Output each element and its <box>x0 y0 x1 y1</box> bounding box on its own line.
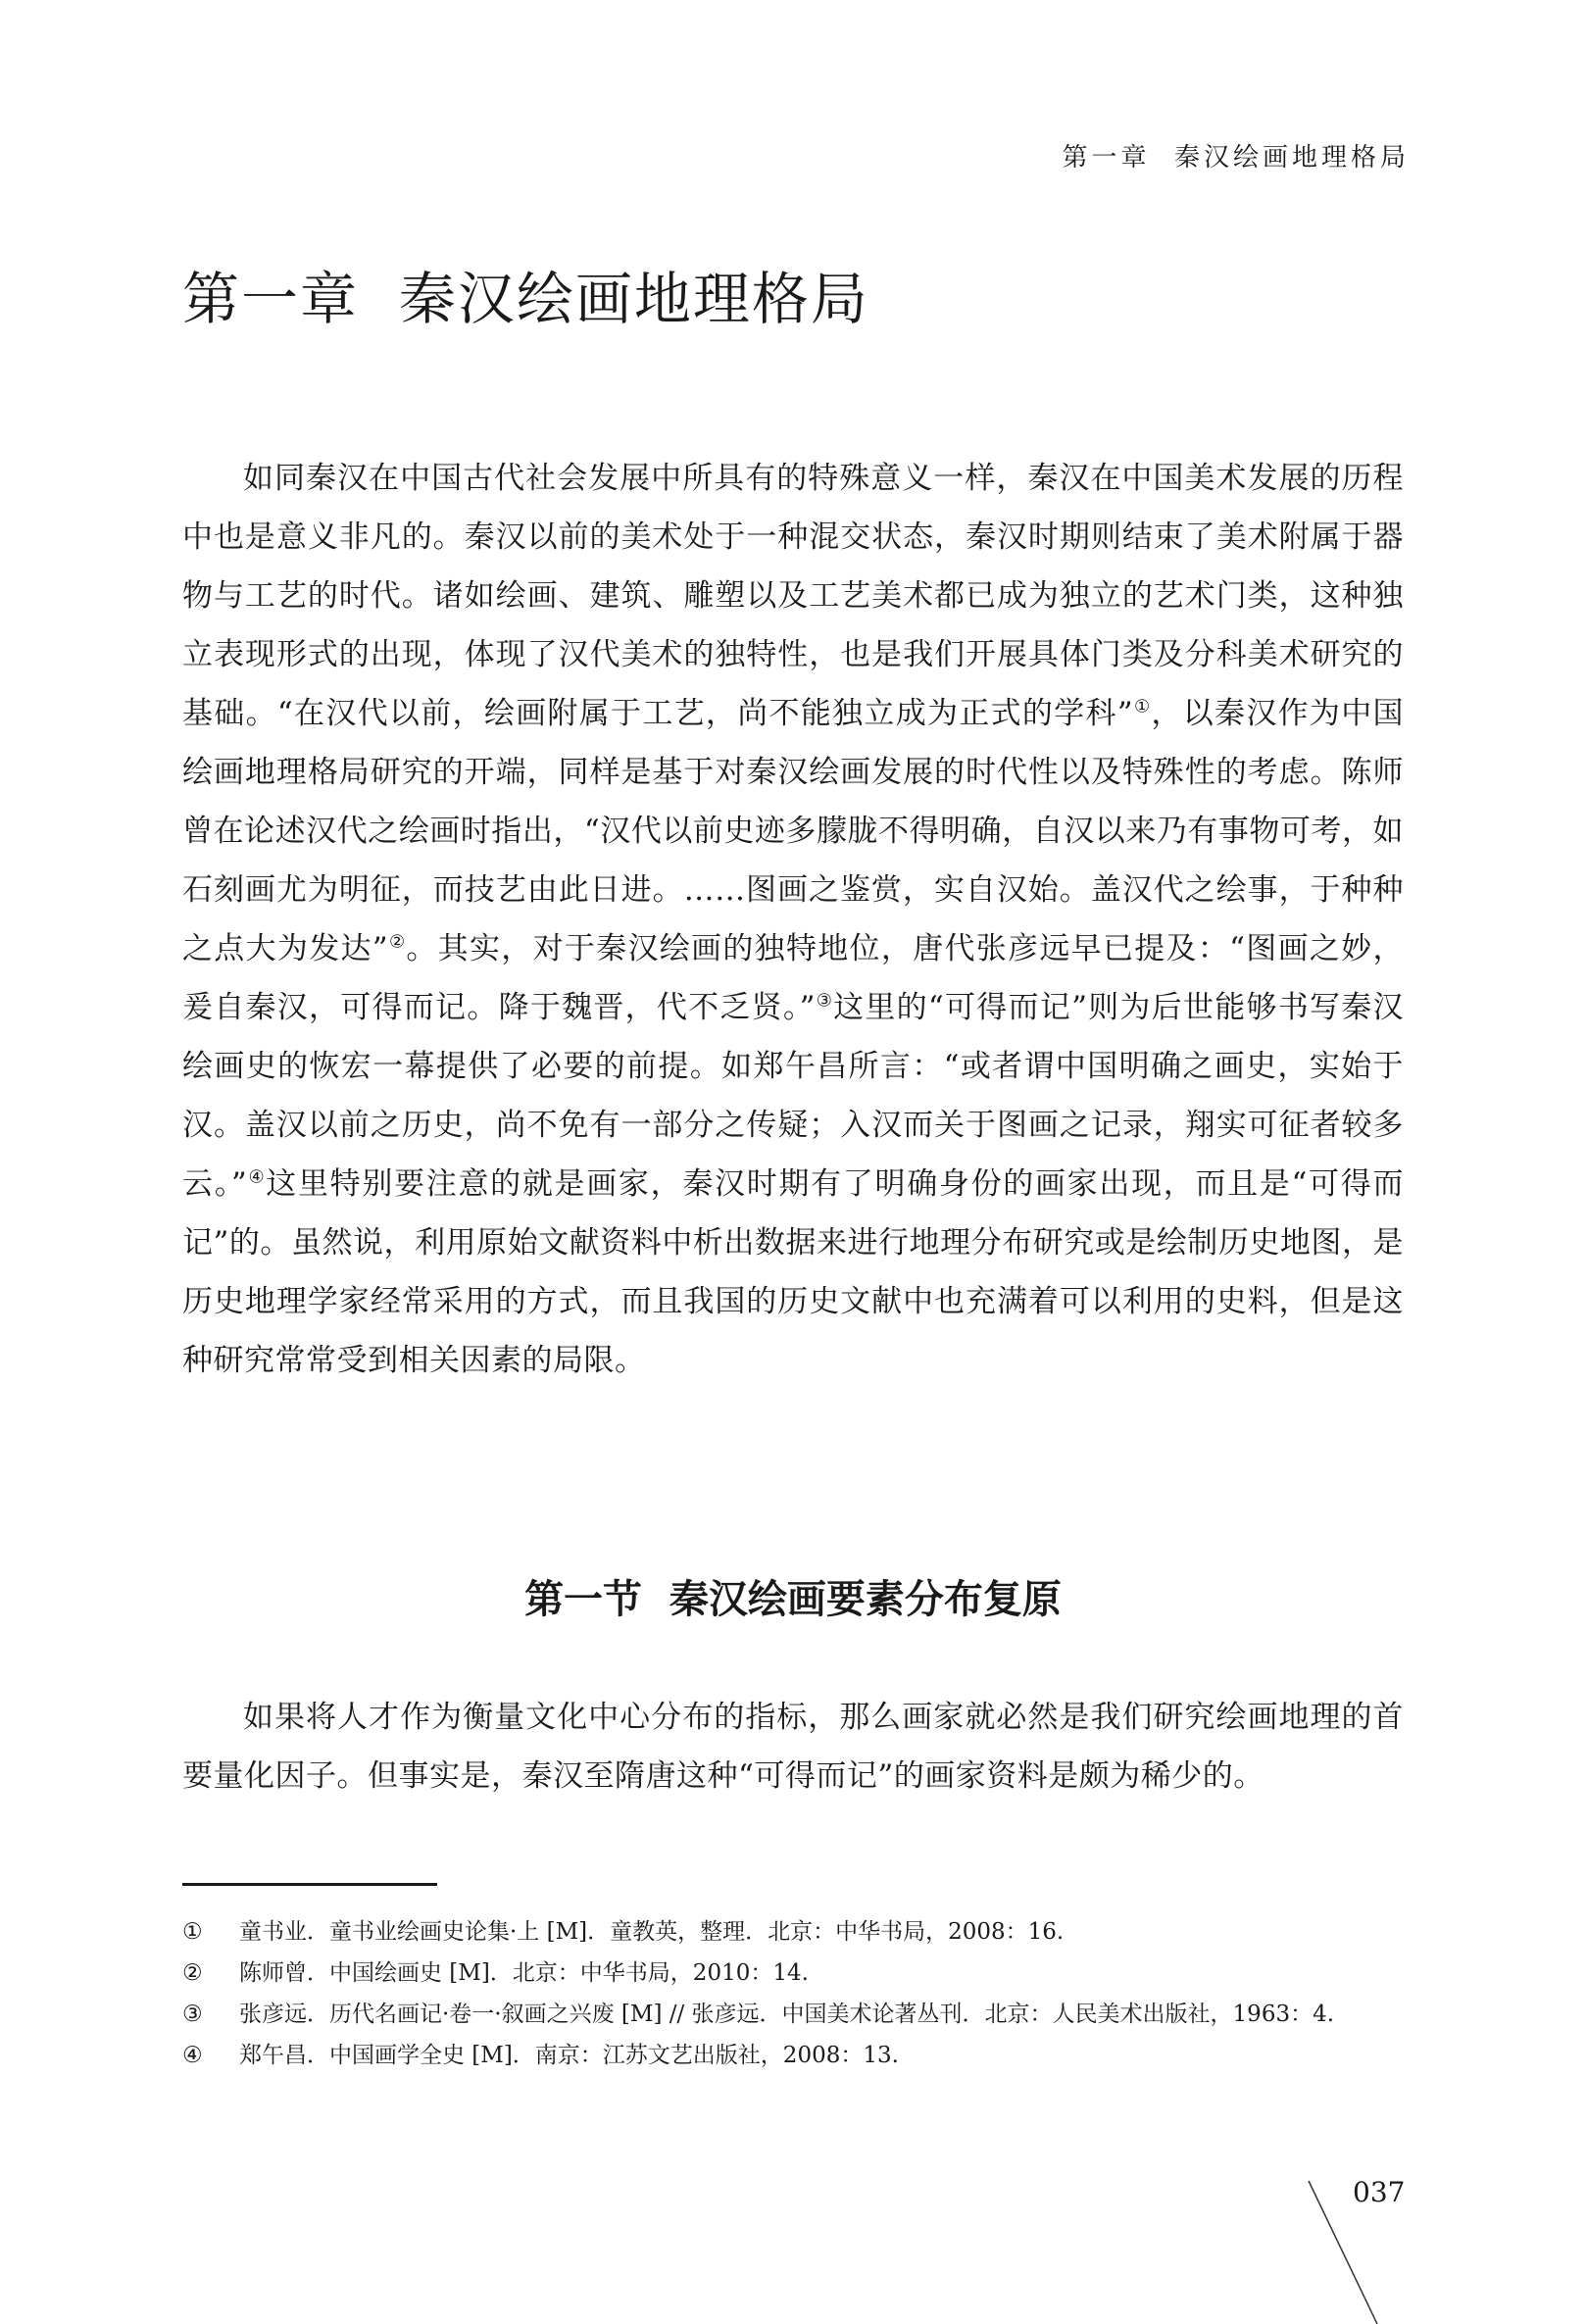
section-title: 第一节 秦汉绘画要素分布复原 <box>524 1576 1062 1622</box>
chapter-title: 第一章 秦汉绘画地理格局 <box>182 266 869 332</box>
paragraph-text: 如同秦汉在中国古代社会发展中所具有的特殊意义一样，秦汉在中国美术发展的历程中也是意义非凡的。秦汉以前的美术处于一种混交状态，秦汉时期则结束了美术附属于器物与工艺的时代。诸如绘画、建筑、雕塑以及工艺美术都已成为独立的艺术门类，这种独立表现形式的出现，体现了汉代美术的独特性，也是我们开展具体门类及分科美术研究的基础。“在汉代以前，绘画附属于工艺，尚不能独立成为正式的学科” <box>182 461 1404 731</box>
footnote-ref-1[interactable]: ① <box>1133 696 1152 717</box>
paragraph-text: 这里特别要注意的就是画家，秦汉时期有了明确身份的画家出现，而且是“可得而记”的。虽然说，利用原始文献资料中析出数据来进行地理分布研究或是绘制历史地图，是历史地理学家经常采用的方式，而且我国的历史文献中也充满着可以利用的史料，但是这种研究常常受到相关因素的局限。 <box>182 1166 1404 1378</box>
footnote-mark: ③ <box>182 2002 203 2027</box>
footnote-mark: ① <box>182 1919 203 1945</box>
footnote-text: 郑午昌．中国画学全史 [M]．南京：江苏文艺出版社，2008：13. <box>239 2043 899 2068</box>
paragraph-text: 。其实，对于秦汉绘画的独特地位，唐代张彦远早已提及：“图画之妙，爰自秦汉，可得而记。降于魏晋，代不乏贤。” <box>182 931 1404 1025</box>
body-paragraph-2: 如果将人才作为衡量文化中心分布的指标，那么画家就必然是我们研究绘画地理的首要量化因子。但事实是，秦汉至隋唐这种“可得而记”的画家资料是颇为稀少的。 <box>182 1700 1404 1794</box>
footnote-ref-4[interactable]: ④ <box>247 1166 267 1188</box>
footnote-ref-3[interactable]: ③ <box>816 990 834 1012</box>
footnote-ref-2[interactable]: ② <box>388 931 407 953</box>
footnote-mark: ② <box>182 1960 203 1986</box>
page-number: 037 <box>1353 2176 1406 2208</box>
running-header: 第一章 秦汉绘画地理格局 <box>1062 143 1410 173</box>
footnote-mark: ④ <box>182 2043 203 2068</box>
footnote-text: 陈师曾．中国绘画史 [M]．北京：中华书局，2010：14. <box>239 1960 809 1986</box>
footnote-text: 张彦远．历代名画记·卷一·叙画之兴废 [M] // 张彦远．中国美术论著丛刊．北京：人民美术出版社，1963：4. <box>239 2002 1335 2027</box>
paragraph-text: ，以秦汉作为中国绘画地理格局研究的开端，同样是基于对秦汉绘画发展的时代性以及特殊性的考虑。陈师曾在论述汉代之绘画时指出，“汉代以前史迹多朦胧不得明确，自汉以来乃有事物可考，如石刻画尤为明征，而技艺由此日进。……图画之鉴赏，实自汉始。盖汉代之绘事，于种种之点大为发达” <box>182 696 1405 966</box>
footnote-text: 童书业．童书业绘画史论集·上 [M]．童教英，整理．北京：中华书局，2008：16. <box>239 1919 1065 1945</box>
paragraph-text: 这里的“可得而记”则为后世能够书写秦汉绘画史的恢宏一幕提供了必要的前提。如郑午昌所言：“或者谓中国明确之画史，实始于汉。盖汉以前之历史，尚不免有一部分之传疑；入汉而关于图画之记录，翔实可征者较多云。” <box>182 990 1404 1202</box>
